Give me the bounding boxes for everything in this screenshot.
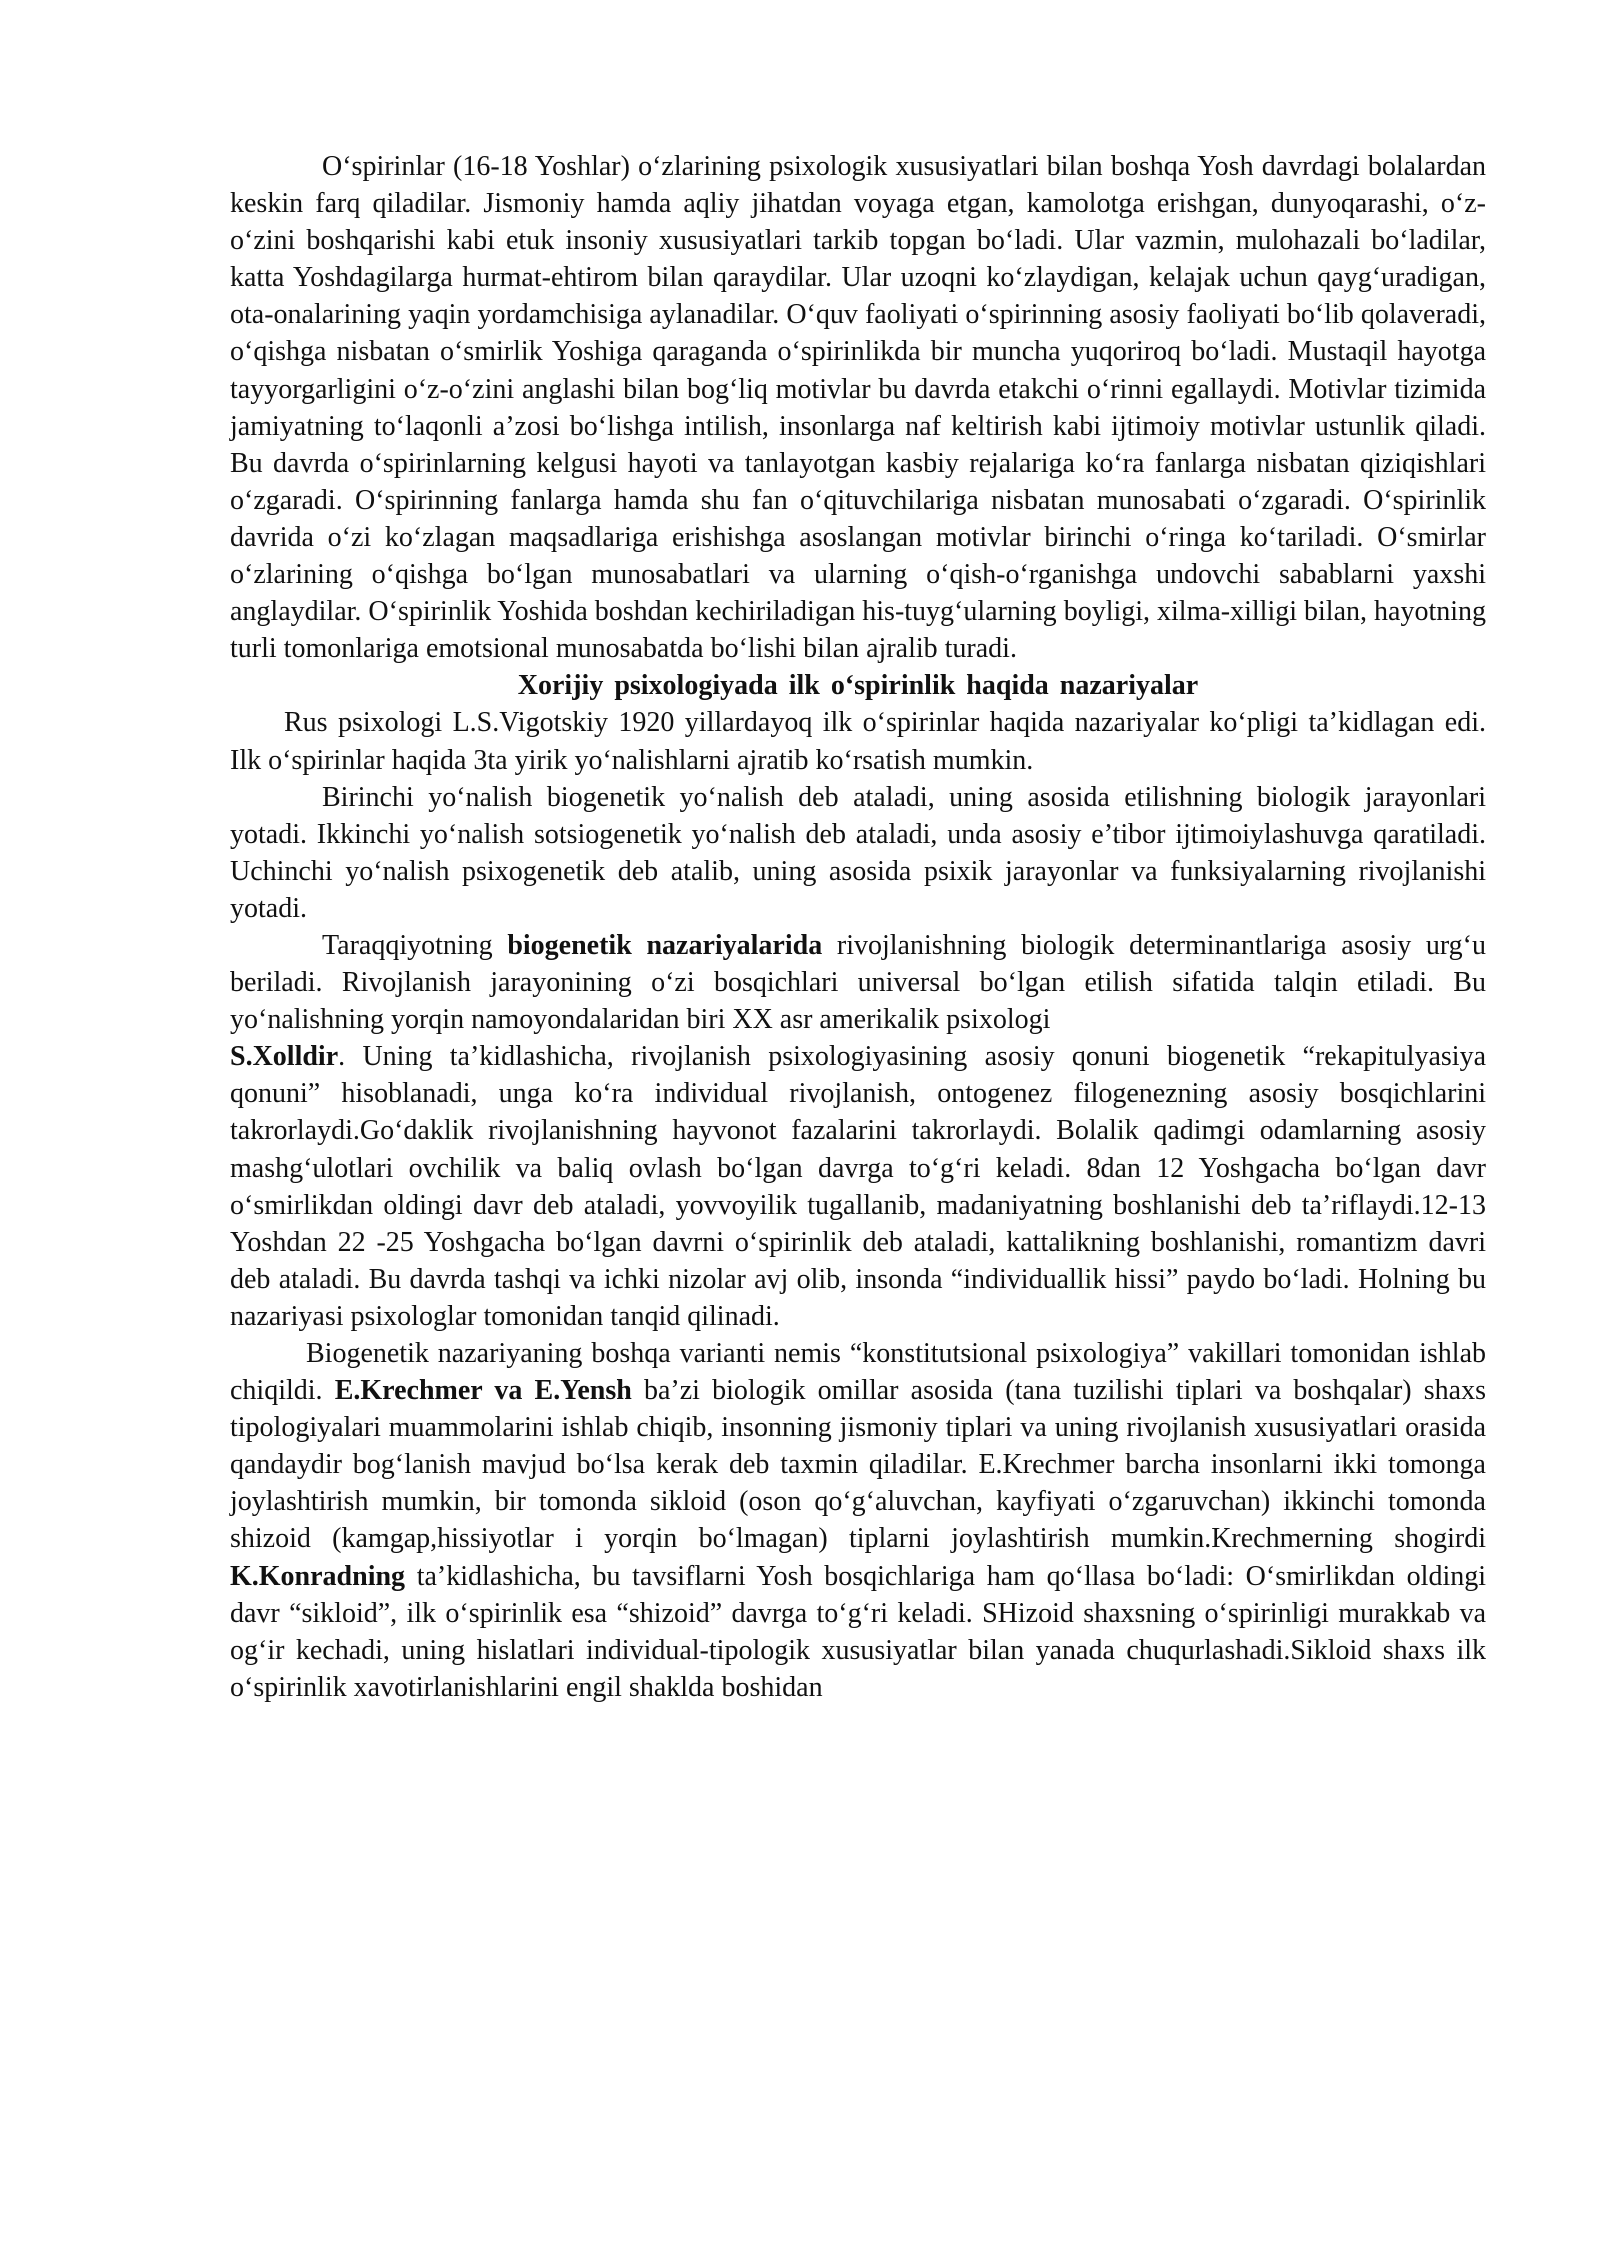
document-body: [230, 148, 1486, 1706]
text-run: Taraqqiyotning: [322, 929, 508, 961]
section-heading: Xorijiy psixologiyada ilk o‘spirinlik haqida nazariyalar: [517, 670, 1199, 702]
bold-name-krechmer-yensh: E.Krechmer va E.Yensh: [334, 1375, 632, 1407]
paragraph-vigotskiy: Rus psixologi L.S.Vigotskiy 1920 yillardayoq ilk o‘spirinlar haqida nazariyalar ko‘pligi ta’kidlagan edi. Ilk o‘spirinlar haqida 3ta yirik yo‘nalishlarni ajratib ko‘rsatish mumkin.: [230, 707, 1486, 776]
text-run: ba’zi biologik omillar asosida (tana tuzilishi tiplari va boshqalar) shaxs tipologiyalari muammolarini ishlab chiqib, insonning jismoniy tiplari va uning rivojlanish xususiyatlari orasida qandaydir bog‘lanish mavjud bo‘lsa kerak deb taxmin qiladilar. E.Krechmer barcha insonlarni ikki tomonga joylashtirish mumkin, bir tomonda sikloid (oson qo‘g‘aluvchan, kayfiyati o‘zgaruvchan) ikkinchi tomonda shizoid (kamgap,hissiyotlar i yorqin bo‘lmagan) tiplarni joylashtirish mumkin.Krechmerning shogirdi: [230, 1375, 1486, 1555]
paragraph-hall-theory: [230, 1038, 1486, 1335]
bold-term-biogenetic-theories: biogenetik nazariyalarida: [507, 929, 823, 961]
paragraph-constitutional-psychology: [230, 1335, 1486, 1706]
text-run: Biogenetik nazariyaning boshqa varianti nemis “konstitutsional psixologiya” vakillari tomonidan ishlab chiqildi.: [230, 1338, 1486, 1407]
paragraph-three-directions: Birinchi yo‘nalish biogenetik yo‘nalish deb ataladi, uning asosida etilishning biologik jarayonlari yotadi. Ikkinchi yo‘nalish sotsiogenetik yo‘nalish deb ataladi, unda asosiy e’tibor ijtimoiylashuvga qaratiladi. Uchinchi yo‘nalish psixogenetik deb atalib, uning asosida psixik jarayonlar va funksiyalarning rivojlanishi yotadi.: [230, 781, 1486, 924]
text-run: rivojlanishning biologik determinantlariga asosiy urg‘u beriladi. Rivojlanish jarayonining o‘zi bosqichlari universal bo‘lgan etilish sifatida talqin etiladi. Bu yo‘nalishning yorqin namoyondalaridan biri XX asr amerikalik psixologi: [230, 929, 1486, 1036]
text-run: ta’kidlashicha, bu tavsiflarni Yosh bosqichlariga ham qo‘llasa bo‘ladi: O‘smirlikdan oldingi davr “sikloid”, ilk o‘spirinlik esa “shizoid” davrga to‘g‘ri keladi. SHizoid shaxsning o‘spirinligi murakkab va og‘ir kechadi, uning hislatlari individual-tipologik xususiyatlar bilan yanada chuqurlashadi.Sikloid shaxs ilk o‘spirinlik xavotirlanishlarini engil shaklda boshidan: [230, 1560, 1486, 1703]
bold-name-hall: S.Xolldir: [230, 1041, 339, 1073]
paragraph-biogenetic-theories: [230, 927, 1486, 1038]
text-run: . Uning ta’kidlashicha, rivojlanish psixologiyasining asosiy qonuni biogenetik “rekapitulyasiya qonuni” hisoblanadi, unga ko‘ra individual rivojlanish, ontogenez filogenezning asosiy bosqichlarini takrorlaydi.Go‘daklik rivojlanishning hayvonot fazalarini takrorlaydi. Bolalik qadimgi odamlarning asosiy mashg‘ulotlari ovchilik va baliq ovlash bo‘lgan davrga to‘g‘ri keladi. 8dan 12 Yoshgacha bo‘lgan davr o‘smirlikdan oldingi davr deb ataladi, yovvoyilik tugallanib, madaniyatning boshlanishi deb ta’riflaydi.12-13 Yoshdan 22 -25 Yoshgacha bo‘lgan davrni o‘spirinlik deb ataladi, kattalikning boshlanishi, romantizm davri deb ataladi. Bu davrda tashqi va ichki nizolar avj olib, insonda “individuallik hissi” paydo bo‘ladi. Holning bu nazariyasi psixologlar tomonidan tanqid qilinadi.: [230, 1041, 1486, 1332]
bold-name-konrad: K.Konradning: [230, 1560, 406, 1592]
paragraph-adolescent-traits: O‘spirinlar (16-18 Yoshlar) o‘zlarining psixologik xususiyatlari bilan boshqa Yosh davrdagi bolalardan keskin farq qiladilar. Jismoniy hamda aqliy jihatdan voyaga etgan, kamolotga erishgan, dunyoqarashi, o‘z-o‘zini boshqarishi kabi etuk insoniy xususiyatlari tarkib topgan bo‘ladi. Ular vazmin, mulohazali bo‘ladilar, katta Yoshdagilarga hurmat-ehtirom bilan qaraydilar. Ular uzoqni ko‘zlaydigan, kelajak uchun qayg‘uradigan, ota-onalarining yaqin yordamchisiga aylanadilar. O‘quv faoliyati o‘spirinning asosiy faoliyati bo‘lib qolaveradi, o‘qishga nisbatan o‘smirlik Yoshiga qaraganda o‘spirinlikda bir muncha yuqoriroq bo‘ladi. Mustaqil hayotga tayyorgarligini o‘z-o‘zini anglashi bilan bog‘liq motivlar bu davrda etakchi o‘rinni egallaydi. Motivlar tizimida jamiyatning to‘laqonli a’zosi bo‘lishga intilish, insonlarga naf keltirish kabi ijtimoiy motivlar ustunlik qiladi. Bu davrda o‘spirinlarning kelgusi hayoti va tanlayotgan kasbiy rejalariga ko‘ra fanlarga nisbatan qiziqishlari o‘zgaradi. O‘spirinning fanlarga hamda shu fan o‘qituvchilariga nisbatan munosabati o‘zgaradi. O‘spirinlik davrida o‘zi ko‘zlagan maqsadlariga erishishga asoslangan motivlar birinchi o‘ringa ko‘tariladi. O‘smirlar o‘zlarining o‘qishga bo‘lgan munosabatlari va ularning o‘qish-o‘rganishga undovchi sabablarni yaxshi anglaydilar. O‘spirinlik Yoshida boshdan kechiriladigan his-tuyg‘ularning boyligi, xilma-xilligi bilan, hayotning turli tomonlariga emotsional munosabatda bo‘lishi bilan ajralib turadi.: [230, 151, 1486, 665]
